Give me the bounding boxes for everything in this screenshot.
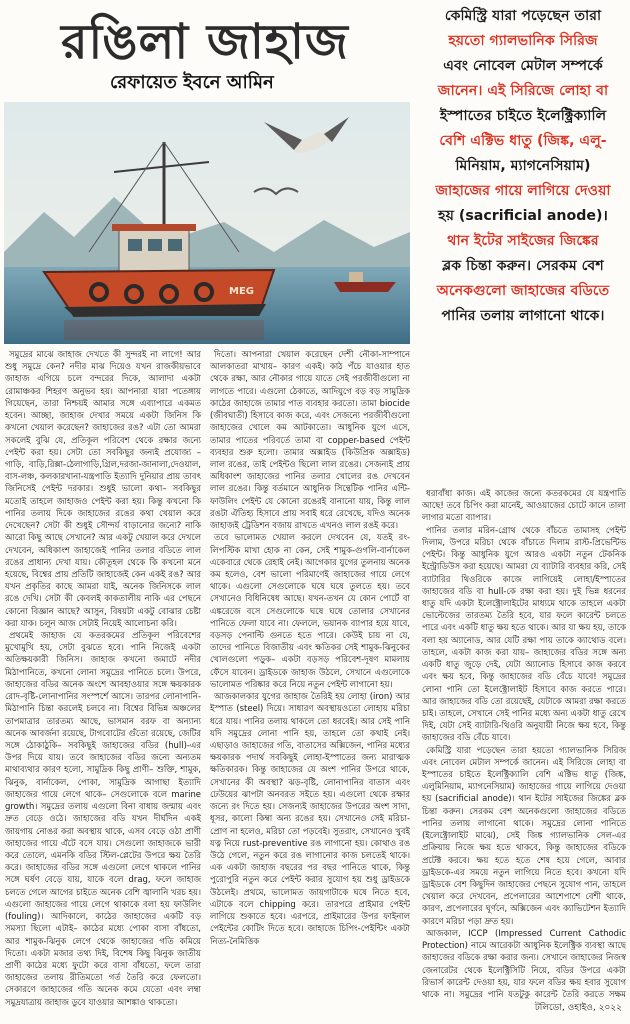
pull-quote-line: জানেন। এই সিরিজে লোহা বা	[437, 83, 609, 99]
paragraph: আজকালকার যুগের জাহাজ তৈরিই হয় লোহা (iron) আর ইস্পাত (steel) দিয়ে। সাধারণ অবস্থায়ওতো লোহায় মরিচা ধরে যায়। পানির তলায় থাকলে তো ধরবেই। আর সেই পানি যদি সমুদ্রের লোনা পানি হয়, তাহলে তো কথাই নেই। এছাড়াও জাহাজের গতি, বাতাসের অক্সিজেন, পানির মধ্যের ক্ষয়কারক পদার্থ সবকিছুই লোহা-ইস্পাতের জন্য মারাত্মক ক্ষতিকারক। কিন্তু জাহাজের যে অংশ পানির উপরে থাকে, সেখানের কী অবস্থা? ঝড়-বৃষ্টি, লোনাপানির বাতাস এবং ঢেউয়ের ঝাপটা অনবরত সইতে হয়। এগুলো থেকে রক্ষার জন্যে রং দিতে হয়। সেজন্যই জাহাজের উপরের অংশ সাদা, ধূসর, কালো কিম্বা অন্য রঙের হয়। সেখানেও সেই মরিচা-প্রোণ না হলেও, মরিচা তো পড়বেই। সুতরাং, সেখানেও খুবই যত্ন নিয়ে rust-preventive রঙ লাগানো হয়। কোথাও রঙ উঠে গেলে, নতুন করে রঙ লাগানোর কাজ চলতেই থাকে। এক একটা জাহাজ বছরের পর বছর পানিতে থাকে, কিন্তু পুরোপুরি নতুন করে পেইন্ট করার সুযোগ হয় শুধু ড্রাইডকে উঠলেই। প্রথমে, ভালোমত জায়গাটাকে ঘষে নিতে হবে, এটাকে বলে chipping করে। তারপরে প্রাইমার পেইন্ট লাগিয়ে শুকাতে হবে। এরপরে, প্রাইমারের উপর ফাইনাল পেইন্টের কোটিং দিতে হবে। জাহাজে চিপিং-পেইন্টিং একটা নিত্য-নৈমিত্তিক	[210, 691, 410, 946]
paragraph: দিতো। আপনারা খেয়াল করেছেন দেশী নৌকা-সাম্পানে আলকাতরা মাখায়– কারণ একই। কাঠ পঁচে যাওয়ার হাত থেকে রক্ষা, আর নৌকার গায়ে যাতে সেই পরজীবীগুলো না লাগতে পারে। এগুলো ঠেকাতে, আদিযুগে বড় বড় সামুদ্রিক কাঠের জাহাজে তামার পাত ব্যবহার করতো। তামা biocide (জীবঘাতী) হিসাবে কাজ করে, এবং সেজন্যে পরজীবীগুলো জাহাজের খোলে কম আটকাতো। আধুনিক যুগে এসে, তামার পাতের পরিবর্তে তামা বা copper-based পেইন্ট ব্যবহার শুরু হলো। তামার অক্সাইড (কিউপ্রিক অক্সাইড) লাল রঙের, তাই পেইন্টও ছিলো লাল রঙের। সেজন্যই প্রায় অধিকাংশ জাহাজের পানির তলার খোলের রঙ দেখবেন লাল রঙের। কিন্তু বর্তমানে আধুনিক সিন্থেটিক পানির এন্টি-ফাউলিং পেইন্ট যে কোনো রঙেরই বানানো যায়, কিন্তু লাল রঙটা ঐতিহ্য হিসাবে প্রায় সবাই ধরে রেখেছে, যদিও অনেক জাহাজই ট্রেডিশন বজায় রাখতে এখনও লাল রঙই করে।	[210, 349, 410, 531]
paragraph: আজকাল, ICCP (Impressed Current Cathodic Protection) নামে আরেকটা আধুনিক ইলেক্ট্রিক ব্যবস্থা আছে জাহাজের বডিকে রক্ষা করার জন্য। সেখানে জাহাজের নিজস্ব জেনারেটর থেকে ইলেক্ট্রিসিটি নিয়ে, বডির উপরে একটা রিভার্স কারেন্ট দেওয়া হয়, যার ফলে বডির ক্ষয় হবার সুযোগ থাকে না। সমুদ্রের পানি যতটুকু কারেন্ট তৈরি করতে সক্ষম	[422, 927, 626, 999]
article-title: রঙিলা জাহাজ	[61, 14, 349, 70]
ship-cabin	[112, 224, 196, 274]
sea-reflection	[64, 320, 264, 340]
article-column-1	[5, 348, 201, 1012]
pull-quote-line: মিনিয়াম, ম্যাগনেসিয়াম)	[455, 158, 591, 174]
pull-quote-line: জাহাজের গায়ে লাগিয়ে দেওয়া	[435, 183, 611, 199]
dateline: টলিডো, ওহাইও, ২০২২	[534, 1003, 622, 1013]
paragraph: কেমিস্ট্রি যারা পড়েছেন তারা হয়তো গ্যালভানিক সিরিজ এবং নোবেল মেটাল সম্পর্কে জানেন। এই সিরিজে লোহা বা ইস্পাতের চাইতে ইলেক্ট্রিক্যালি বেশি এক্টিভ ধাতু (জিঙ্ক, এলুমিনিয়াম, ম্যাগনেসিয়াম) জাহাজের গায়ে লাগিয়ে দেওয়া হয় (sacrificial anode)। থান ইটের সাইজের জিঙ্কের ব্লক চিন্তা করুন। সেরকম বেশ অনেকগুলো জাহাজের বডিতে পানির তলায় লাগানো থাকে। সমুদ্রের লোনা পানিতে (ইলেক্ট্রোলাইট মাঝে), সেই জিঙ্ক গ্যালভানিক সেল-এর প্রক্রিয়ায় নিজে ক্ষয় হতে থাকবে, কিন্তু জাহাজের বডিকে প্রটেক্ট করবে। ক্ষয় হতে হতে শেষ হয়ে গেলে, আবার ড্রাইডকে-এর সময়ে নতুন লাগিয়ে নিতে হবে। কখনো যদি ড্রাইডকে বেশ কিছুদিন জাহাজের পেছনে সুযোগ পান, তাহলে খেয়াল করে দেখবেন, প্রপেলারের আশেপাশে বেশী থাকে, কারণ, প্রপেলারের ঘূর্ণনে, অক্সিজেন এবং ক্যাভিটেশন ইত্যাদি কারণে মরিচা পড়া দ্রুত হয়।	[422, 744, 626, 926]
paragraph: সমুদ্রের মাঝে জাহাজ দেখতে কী সুন্দরই না লাগে! আর শুধু সমুদ্রে কেন? নদীর মাঝ দিয়েও যখন রাজকীয়ভাবে জাহাজ এগিয়ে চলে বন্দরের দিকে, আলাদা একটা রোমাঞ্চকর শিহরণ অনুভব হয়। আপনারা যারা পতেঙ্গায় গিয়েছেন, তারা নিশ্চয়ই আমার সঙ্গে এব্যাপারে একমত হবেন। আচ্ছা, জাহাজ দেখার সময়ে একটা জিনিস কি কখনো খেয়াল করেছেন? জাহাজের রঙ? এটা তো আমরা সকলেই বুঝি যে, প্রতিকূল পরিবেশ থেকে রক্ষার জন্যে পেইন্ট করা হয়। সেটা তো সবকিছুর জন্যই প্রযোজ্য – গাড়ি, বাড়ি,রিক্সা-ঠেলাগাড়ি,গ্রিল,দরজা-জানালা,দেওয়াল, বাস-লঞ্চ, কলকারখানা-যন্ত্রপাতি ইত্যাদি দুনিয়ার প্রায় তাবৎ জিনিসেই পেইন্ট দরকার। শুধুই ভালো কথা– সবকিছুর মতোই তাহলে জাহাজও পেইন্ট করা হয়। কিন্তু কখনো কি পানির তলায় দিকে জাহাজের রঙের কথা খেয়াল করে দেখেছেন? সেটা কী শুধুই সৌন্দর্য বাড়ানোর জন্যে? নাকি আরো কিছু আছে সেখানে? আর একটু খেয়াল করে দেখলে দেখবেন, অধিকাংশ জাহাজেই পানির তলার বডিতে লাল রঙের প্রাধান্য দেখা যায়। কৌতূহল থেকে কি কখনো মনে হয়েছে, বিশ্বের প্রায় প্রতিটি জাহাজেই কেন একই রঙ? আর যখন প্রকৃতির কাছে আমরা যাই, অনেক জিনিসকে লাল রঙে দেখি। সেটা কী কেবলই কাকতালীয় নাকি এর পেছনে কোনো বিজ্ঞান আছে? আসুন, বিষয়টা একটু বোঝার চেষ্টা করা যাক। চলুন আজ সেটাই নিয়েই আলোচনা করি।	[5, 349, 201, 628]
ship-name-label: MEG	[229, 286, 254, 297]
pull-quote-line: অনেকগুলো জাহাজের বডিতে	[436, 283, 610, 299]
pull-quote-line: ব্লক চিন্তা করুন। সেরকম বেশ	[442, 258, 604, 274]
paragraph: তবে ভালোমত খেয়াল করলে দেখবেন যে, যতই রং-লিপস্টিক মাখা হোক না কেন, সেই শামুক-গুগলি-বার্নাকেল একেবারে থেকে রেহাই নেই। আগেকার যুগের তুলনায় অনেক কম হলেও, বেশ ভালো পরিমাণেই জাহাজের গায়ে লেগে থাকে। এগুলো সেগুলোকে ঘষে ঘষে তুলতে হয়। তবে সেখানেও বিধিনিষেধ আছে। যখন-তখন যে কোন পোর্টে বা এঙ্করেজে বসে সেগুলোকে ঘষে ঘষে তোলার সেখানের পানিতে ফেলা যাবে না। ফেললে, ভয়ানক ব্যাপার হয়ে যাবে, বড়সড় পেনাল্টি গুনতে হতে পারে। কেউই চায় না যে, তাদের পানিতে বিজাতীয় এবং ক্ষতিকর সেই শামুক-ঝিনুকের খোলগুলো পড়ুক– একটা বড়সড় পরিবেশ-দূষণ মামলায় ফেঁসে যাবেন। ড্রাইডকে জাহাজ উঠলে, সেখানে এগুলোকে ভালোমত পরিষ্কার করে নিয়ে নতুন পেইন্ট লাগানো হয়।	[210, 532, 410, 689]
article-byline: রেফায়েত ইবনে আমিন	[110, 72, 274, 93]
pull-quote-line: পানির তলায় লাগানো থাকে।	[441, 308, 605, 324]
article-illustration	[4, 102, 410, 344]
pull-quote-line: কেমিস্ট্রি যারা পড়েছেন তারা	[444, 8, 602, 24]
pull-quote-line: বেশি এক্টিভ ধাতু (জিঙ্ক, এলু-	[439, 133, 607, 149]
pull-quote-line: হয়তো গ্যালভানিক সিরিজ	[448, 33, 598, 49]
pull-quote-line: ইস্পাতের চাইতে ইলেক্ট্রিক্যালি	[439, 108, 607, 124]
pull-quote	[420, 4, 626, 329]
paragraph: প্রথমেই জাহাজ যে কতরকমের প্রতিকূল পরিবেশের মুখোমুখি হয়, সেটা বুঝতে হবে। পানি নিজেই একটা অতিক্ষয়কারী জিনিস। জাহাজ কখনো জমাটে নদীর মিঠাপানিতে, কখনো লোনা সমুদ্রের পানিতে চলে। উপরে, জাহাজের বডির অনেক অংশে আবহাওয়ার সঙ্গে ক্ষয়কারক রোদ-বৃষ্টি-লোনাপানির সংস্পর্শে আসে। তারপর লোনাপানি-মিঠাপানি চিন্তা করলেই চলবে না। বিশ্বের বিভিন্ন অঞ্চলের তাপমাত্রার তারতম্য আছে, ভাসমান বরফ বা অন্যান্য অনেক আবর্জনা রয়েছে, টাগবোটের গুঁতো রয়েছে, জেটির সঙ্গে ঠোকাঠুকি– সবকিছুই জাহাজের বডির (hull)-এর উপর দিয়ে যায়। তবে জাহাজের বডির জন্যে অন্যতম মাথাব্যথার কারণ হলো, সামুদ্রিক কিছু প্রাণী– শুক্তি, শামুক, ঝিনুক, বার্নাকেল, পোকা, সামুদ্রিক আগাছা ইত্যাদি জাহাজের গায়ে লেগে থাকে– সেগুলোকে বলে marine growth। সমুদ্রের তলায় এগুলো বিনা বাধায় জন্মায় এবং দ্রুত বেড়ে ওঠে। জাহাজের বডি যখন দীর্ঘদিন একই জায়গায় নোঙর করা অবস্থায় থাকে, এসব বেড়ে ওঠা প্রাণী জাহাজের গায়ে এঁটে বসে যায়। সেগুলো জাহাজকে ভারী করে তোলে, এমনকি বডির স্টিল-প্লেটের উপরে ক্ষয় তৈরি করে। জাহাজের বডির সঙ্গে এগুলো লেগে থাকলে পানির সঙ্গে ঘর্ষণ বেড়ে যায়, যাকে বলে drag, ফলে জাহাজ চলতে গেলে আগের চাইতে অনেক বেশি জ্বালানি খরচ হয়। এগুলো জাহাজের গায়ে লেগে থাকাকে বলা হয় ফাউলিং (fouling)। আদিকালে, কাঠের জাহাজের একটি বড় সমস্যা ছিলো এটাই– কাঠের মধ্যে পোকা বাসা বাঁধতো, আর শামুক-ঝিনুক লেগে থেকে জাহাজের গতি কমিয়ে দিতো। একটা মজার তথ্য দিই, বিশেষ কিছু ঝিনুক জাতীয় প্রাণী কাঠের মধ্যে ফুটো করে বাসা বাঁধতো, ফলে তারা জাহাজের তলায় রীতিমতো গর্ত তৈরি করে ফেলতো। সেকারণে জাহাজের গতি অনেক কমে যেতো এবং লম্বা সমুদ্রযাত্রায় জাহাজ ডুবে যাওয়ার আশঙ্কাও থাকতো।	[5, 630, 201, 1007]
article-column-3	[422, 487, 626, 999]
pull-quote-line: এবং নোবেল মেটাল সম্পর্কে	[443, 58, 603, 74]
pull-quote-line: থান ইটের সাইজের জিঙ্কের	[447, 233, 599, 249]
article-column-2	[210, 348, 410, 1012]
paragraph: ধরাবাঁধা কাজ। এই কাজের জন্যে কতরকমের যে যন্ত্রপাতি আছে! তবে চিপিং করা মানেই, আওয়াজের চোটে কানে তালা লাগার মতো ব্যাপার।	[422, 488, 626, 523]
pull-quote-line: হয় (sacrificial anode)।	[438, 208, 608, 224]
paragraph: পানির তলার মরিন-গ্রোথ থেকে বাঁচতে তামাসহ পেইন্ট দিলাম, উপরে মরিচা থেকে বাঁচাতে দিলাম রাস্ট-প্রিভেন্টিভ পেইন্ট। কিন্তু আধুনিক যুগে আরও একটা নতুন টেকনিক ইন্ট্রোডিউস করা হয়েছে। আমরা যে ব্যাটারি ব্যবহার করি, সেই ব্যাটারির থিওরিকে কাজে লাগিয়েই লোহা/ইস্পাতের জাহাজের বডি বা hull-কে রক্ষা করা হয়। দুই ভিন্ন ধরনের ধাতু যদি একটা ইলেক্ট্রোলাইটের মাধ্যমে থাকে তাহলে একটা ভোল্টেজের তারতম্য তৈরি হবে, যার ফলে কারেন্ট চলতে পারে এবং একটি ধাতু ক্ষয় হতে থাকে। আর যা ক্ষয় হয়, তাকে বলা হয় অ্যানোড, আর যেটি রক্ষা পায় তাকে ক্যাথোড বলে। তাহলে, একটা কাজ করা যায়– জাহাজের বডির সঙ্গে অন্য একটি ধাতু জুড়ে দেই, যেটা অ্যানোড হিসাবে কাজ করবে এবং ক্ষয় হবে, কিন্তু জাহাজের বডি বেঁচে যাবে! সমুদ্রের লোনা পানি তো ইলেক্ট্রোলাইট হিসাবে কাজ করতে পারে। আর জাহাজের বডি তো রয়েছেই, যেটাকে আমরা রক্ষা করতে চাই। তাহলে, সেখানে সেই পানির মধ্যে অন্য একটা ধাতু রেখে দিই, যেটা সেই ব্যাটারি-থিওরি অনুযায়ী নিজে ক্ষয় হবে, কিন্তু জাহাজের বডি বেঁচে যাবে।	[422, 524, 626, 743]
